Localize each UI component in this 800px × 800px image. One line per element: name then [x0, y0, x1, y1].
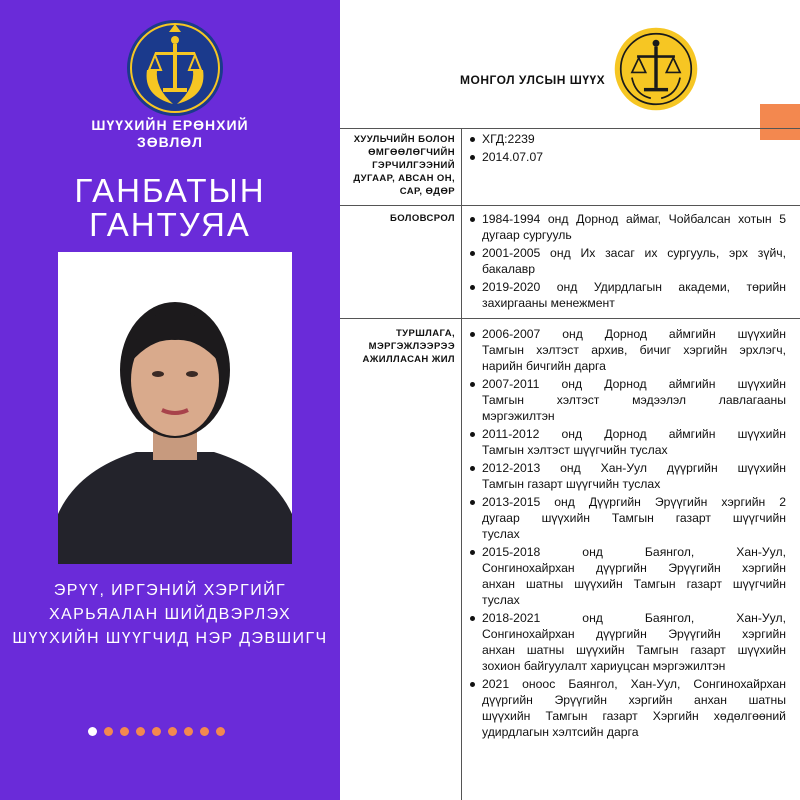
- pagination-dot[interactable]: [184, 727, 193, 736]
- list-item: 2019-2020 онд Удирдлагын академи, төрийн захиргааны менежмент: [468, 279, 786, 311]
- pagination-dot[interactable]: [88, 727, 97, 736]
- section-content-experience: [468, 326, 786, 742]
- pagination-dot[interactable]: [200, 727, 209, 736]
- nomination-line2: ХАРЬЯАЛАН ШИЙДВЭРЛЭХ: [48, 606, 292, 623]
- row-divider: [340, 128, 800, 129]
- nomination-line1: ЭРҮҮ, ИРГЭНИЙ ХЭРГИЙГ: [53, 582, 287, 599]
- list-item: 2013-2015 онд Дүүргийн Эрүүгийн хэргийн 2 дугаар шүүхийн Тамгын газарт шүүгчийн туслах: [468, 494, 786, 542]
- list-item: 2018-2021 онд Баянгол, Хан-Уул, Сонгинохайрхан дүүргийн Эрүүгийн хэргийн анхан шатны шүүхийн Тамгын газарт шүүхийн зохион байгуулалт хариуцсан мэргэжилтэн: [468, 610, 786, 674]
- list-item: 2015-2018 онд Баянгол, Хан-Уул, Сонгинохайрхан дүүргийн Эрүүгийн хэргийн анхан шатны шүүхийн Тамгын газарт шүүгчийн туслах: [468, 544, 786, 608]
- list-item: 2014.07.07: [468, 149, 786, 165]
- list-item: 2001-2005 онд Их засаг их сургууль, эрх зүйч, бакалавр: [468, 245, 786, 277]
- list-item: 2011-2012 онд Дорнод аймгийн шүүхийн Тамгын хэлтэст шүүгчийн туслах: [468, 426, 786, 458]
- section-label-experience: ТУРШЛАГА, МЭРГЭЖЛЭЭРЭЭ АЖИЛЛАСАН ЖИЛ: [362, 328, 455, 365]
- pagination-dots[interactable]: [88, 727, 225, 736]
- nomination-line3: ШҮҮХИЙН ШҮҮГЧИД НЭР ДЭВШИГЧ: [12, 630, 328, 647]
- portrait-photo: [58, 252, 292, 564]
- list-item: 2006-2007 онд Дорнод аймгийн шүүхийн Тамгын хэлтэст архив, бичиг хэргийн эрхлэгч, нарийн бичгийн дарга: [468, 326, 786, 374]
- person-surname: ГАНБАТЫН: [74, 172, 266, 209]
- left-panel: [0, 0, 340, 800]
- council-name-line1: ШҮҮХИЙН ЕРӨНХИЙ: [91, 117, 249, 133]
- pagination-dot[interactable]: [168, 727, 177, 736]
- pagination-dot[interactable]: [104, 727, 113, 736]
- pagination-dot[interactable]: [152, 727, 161, 736]
- council-name-line2: ЗӨВЛӨЛ: [137, 134, 203, 150]
- section-content-certificate: [468, 131, 786, 167]
- list-item: 2007-2011 онд Дорнод аймгийн шүүхийн Тамгын хэлтэст мэдээлэл лавлагааны мэргэжилтэн: [468, 376, 786, 424]
- section-content-education: [468, 211, 786, 313]
- row-divider: [340, 318, 800, 319]
- judicial-council-emblem-icon: [125, 18, 225, 118]
- section-label-education: БОЛОВСРОЛ: [389, 213, 455, 224]
- pagination-dot[interactable]: [120, 727, 129, 736]
- pagination-dot[interactable]: [216, 727, 225, 736]
- section-label-certificate: ХУУЛЬЧИЙН БОЛОН ӨМГӨӨЛӨГЧИЙН ГЭРЧИЛГЭЭНИЙ ДУГААР, АВСАН ОН, САР, ӨДӨР: [353, 134, 455, 197]
- person-given-name: ГАНТУЯА: [89, 206, 251, 243]
- list-item: ХГД:2239: [468, 131, 786, 147]
- court-title: МОНГОЛ УЛСЫН ШҮҮХ: [460, 73, 606, 87]
- column-divider: [461, 128, 462, 800]
- pagination-dot[interactable]: [136, 727, 145, 736]
- row-divider: [340, 205, 800, 206]
- list-item: 1984-1994 онд Дорнод аймаг, Чойбалсан хотын 5 дугаар сургууль: [468, 211, 786, 243]
- court-emblem-icon: [613, 26, 699, 112]
- list-item: 2012-2013 онд Хан-Уул дүүргийн шүүхийн Тамгын газарт шүүгчийн туслах: [468, 460, 786, 492]
- list-item: 2021 оноос Баянгол, Хан-Уул, Сонгинохайрхан дүүргийн Эрүүгийн хэргийн анхан шатны шүүхийн Тамгын газарт Хэргийн хөдөлгөөний удирдлагын хэлтсийн дарга: [468, 676, 786, 740]
